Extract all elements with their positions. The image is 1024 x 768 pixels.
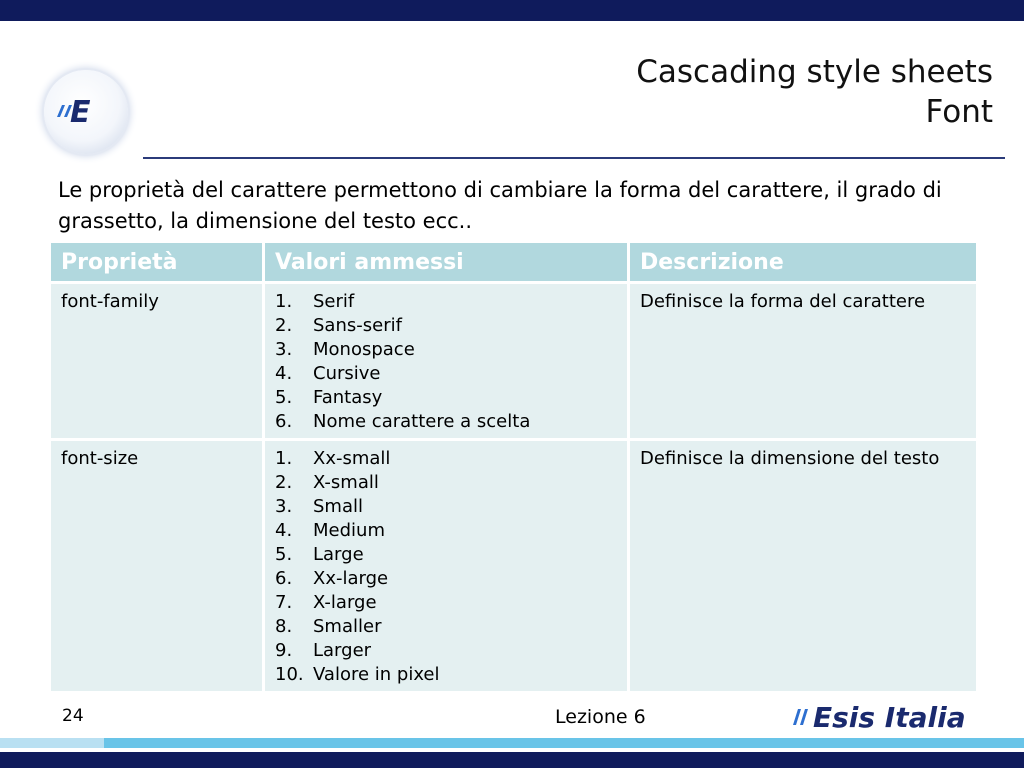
bottom-bar: [0, 752, 1024, 768]
esis-italia-logo-icon: [789, 698, 1019, 734]
list-number: 10.: [275, 664, 304, 685]
logo-letter: E: [70, 95, 91, 130]
list-value: Cursive: [313, 363, 381, 384]
description-cell: Definisce la dimensione del testo: [629, 440, 978, 693]
top-bar: [0, 0, 1024, 21]
lesson-label: Lezione 6: [555, 706, 646, 728]
values-list: [275, 290, 617, 434]
list-number: 8.: [275, 616, 293, 637]
list-value: Valore in pixel: [313, 664, 440, 685]
brand-text: Esis Italia: [813, 701, 966, 734]
list-number: 2.: [275, 315, 293, 336]
list-number: 6.: [275, 411, 293, 432]
list-item: [275, 543, 617, 567]
list-value: Xx-large: [313, 568, 389, 589]
list-value: X-large: [313, 592, 377, 613]
slide-title: [636, 52, 993, 132]
list-item: [275, 447, 617, 471]
values-cell: [264, 283, 629, 440]
list-value: Larger: [313, 640, 372, 661]
list-value: X-small: [313, 472, 379, 493]
list-item: [275, 615, 617, 639]
list-number: 3.: [275, 496, 293, 517]
list-number: 7.: [275, 592, 293, 613]
list-item: [275, 410, 617, 434]
logo-icon: [44, 70, 128, 154]
list-number: 4.: [275, 363, 293, 384]
list-value: Nome carattere a scelta: [313, 411, 531, 432]
list-number: 2.: [275, 472, 293, 493]
values-cell: [264, 440, 629, 693]
list-item: [275, 362, 617, 386]
table-row: [50, 283, 978, 440]
list-item: [275, 519, 617, 543]
property-cell: font-size: [50, 440, 264, 693]
list-number: 5.: [275, 544, 293, 565]
list-item: [275, 386, 617, 410]
title-line-1: Cascading style sheets: [636, 54, 993, 90]
title-divider: [143, 157, 1005, 159]
list-number: 1.: [275, 291, 293, 312]
column-header: Descrizione: [629, 242, 978, 283]
list-item: [275, 663, 617, 687]
table-header-row: [50, 242, 978, 283]
list-value: Monospace: [313, 339, 415, 360]
list-item: [275, 567, 617, 591]
list-value: Medium: [313, 520, 385, 541]
list-number: 1.: [275, 448, 293, 469]
properties-table: [48, 240, 979, 694]
description-cell: Definisce la forma del carattere: [629, 283, 978, 440]
intro-paragraph: Le proprietà del carattere permettono di cambiare la forma del carattere, il grado di grassetto, la dimensione del testo ecc..: [58, 178, 942, 233]
column-header: Proprietà: [50, 242, 264, 283]
list-value: Sans-serif: [313, 315, 402, 336]
list-value: Small: [313, 496, 363, 517]
list-value: Fantasy: [313, 387, 383, 408]
values-list: [275, 447, 617, 687]
list-item: [275, 495, 617, 519]
page-number: 24: [62, 706, 84, 726]
list-value: Smaller: [313, 616, 382, 637]
list-item: [275, 290, 617, 314]
logo-mark-icon: [44, 70, 128, 154]
list-item: [275, 639, 617, 663]
title-line-2: Font: [925, 94, 993, 130]
list-value: Xx-small: [313, 448, 391, 469]
list-item: [275, 591, 617, 615]
list-item: [275, 314, 617, 338]
list-number: 5.: [275, 387, 293, 408]
list-value: Serif: [313, 291, 355, 312]
list-value: Large: [313, 544, 364, 565]
bottom-accent-bar: [0, 738, 1024, 748]
list-item: [275, 338, 617, 362]
property-cell: font-family: [50, 283, 264, 440]
list-number: 3.: [275, 339, 293, 360]
list-item: [275, 471, 617, 495]
column-header: Valori ammessi: [264, 242, 629, 283]
list-number: 6.: [275, 568, 293, 589]
list-number: 9.: [275, 640, 293, 661]
table-row: [50, 440, 978, 693]
list-number: 4.: [275, 520, 293, 541]
bottom-accent-left: [0, 738, 104, 748]
